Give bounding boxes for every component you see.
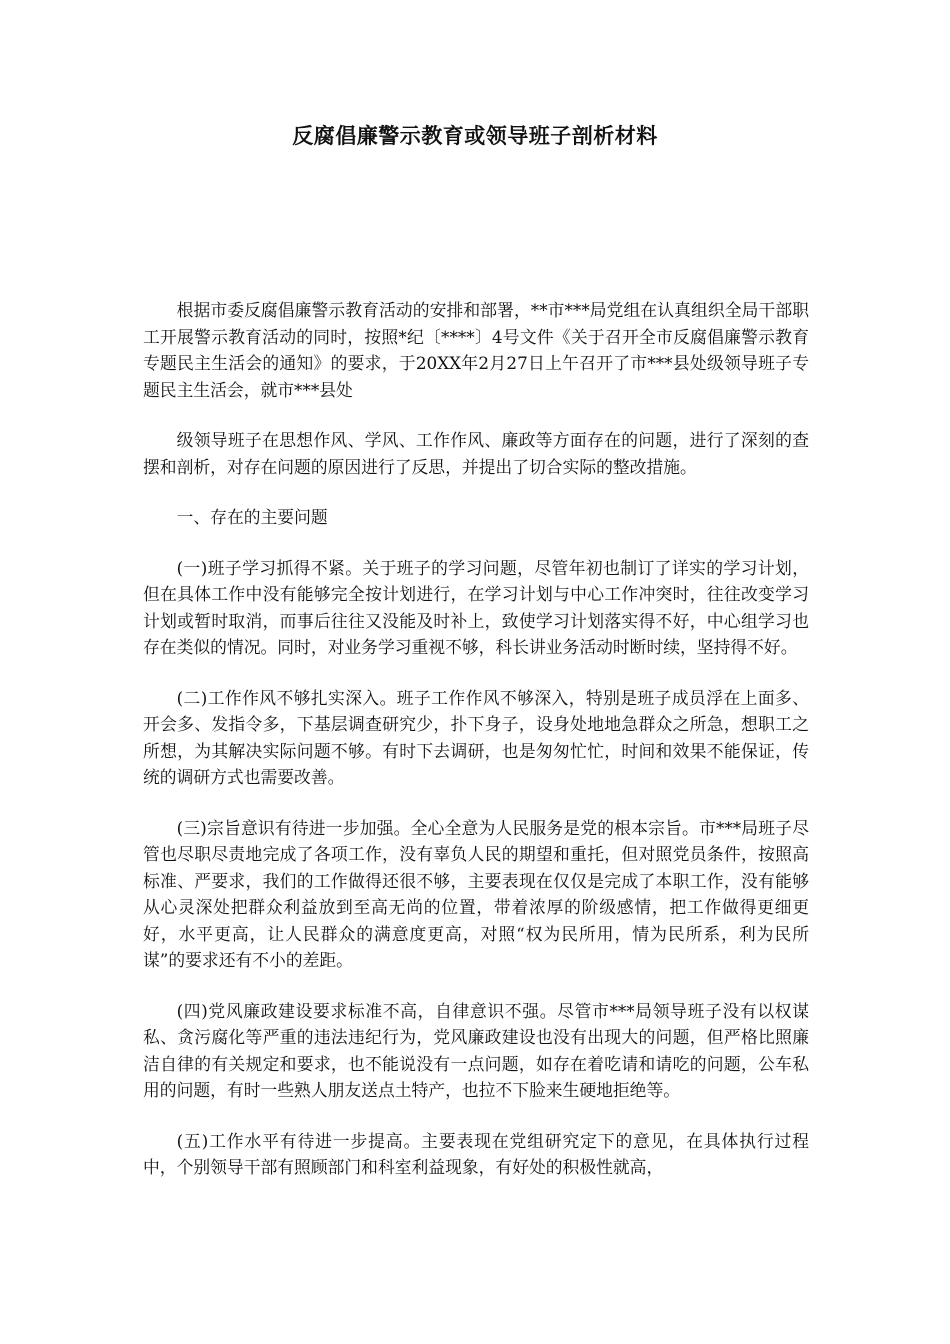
paragraph-problem-5: (五)工作水平有待进一步提高。主要表现在党组研究定下的意见，在具体执行过程中，个别领导干部有照顾部门和科室利益现象，有好处的积极性就高， <box>143 1130 809 1177</box>
document-body <box>143 297 809 1205</box>
paragraph-problem-1: (一)班子学习抓得不紧。关于班子的学习问题，尽管年初也制订了详实的学习计划，但在具体工作中没有能够完全按计划进行，在学习计划与中心工作冲突时，往往改变学习计划或暂时取消，而事后往往又没能及时补上，致使学习计划落实得不好，中心组学习也存在类似的情况。同时，对业务学习重视不够，科长讲业务活动时断时续，坚持得不好。 <box>143 557 809 657</box>
paragraph-intro: 根据市委反腐倡廉警示教育活动的安排和部署，**市***局党组在认真组织全局干部职工开展警示教育活动的同时，按照*纪〔****〕4号文件《关于召开全市反腐倡廉警示教育专题民主生活会的通知》的要求，于20XX年2月27日上午召开了市***县处级领导班子专题民主生活会，就市***县处 <box>143 300 809 400</box>
paragraph-problem-2: (二)工作作风不够扎实深入。班子工作作风不够深入，特别是班子成员浮在上面多、开会多、发指令多，下基层调查研究少，扑下身子，设身处地地急群众之所急，想职工之所想，为其解决实际问题不够。有时下去调研，也是匆匆忙忙，时间和效果不能保证，传统的调研方式也需要改善。 <box>143 687 809 787</box>
paragraph-intro-continued: 级领导班子在思想作风、学风、工作作风、廉政等方面存在的问题，进行了深刻的查摆和剖析，对存在问题的原因进行了反思，并提出了切合实际的整改措施。 <box>143 430 809 477</box>
document-title: 反腐倡廉警示教育或领导班子剖析材料 <box>292 124 658 148</box>
section-heading-main-problems: 一、存在的主要问题 <box>176 507 328 527</box>
paragraph-problem-3: (三)宗旨意识有待进一步加强。全心全意为人民服务是党的根本宗旨。市***局班子尽管也尽职尽责地完成了各项工作，没有辜负人民的期望和重托，但对照党员条件，按照高标准、严要求，我们的工作做得还很不够，主要表现在仅仅是完成了本职工作，没有能够从心灵深处把群众利益放到至高无尚的位置，带着浓厚的阶级感情，把工作做得更细更好，水平更高，让人民群众的满意度更高，对照“权为民所用，情为民所系，利为民所谋”的要求还有不小的差距。 <box>143 817 809 970</box>
paragraph-problem-4: (四)党风廉政建设要求标准不高，自律意识不强。尽管市***局领导班子没有以权谋私、贪污腐化等严重的违法违纪行为，党风廉政建设也没有出现大的问题，但严格比照廉洁自律的有关规定和要求，也不能说没有一点问题，如存在着吃请和请吃的问题，公车私用的问题，有时一些熟人朋友送点土特产，也拉不下脸来生硬地拒绝等。 <box>143 1000 809 1100</box>
